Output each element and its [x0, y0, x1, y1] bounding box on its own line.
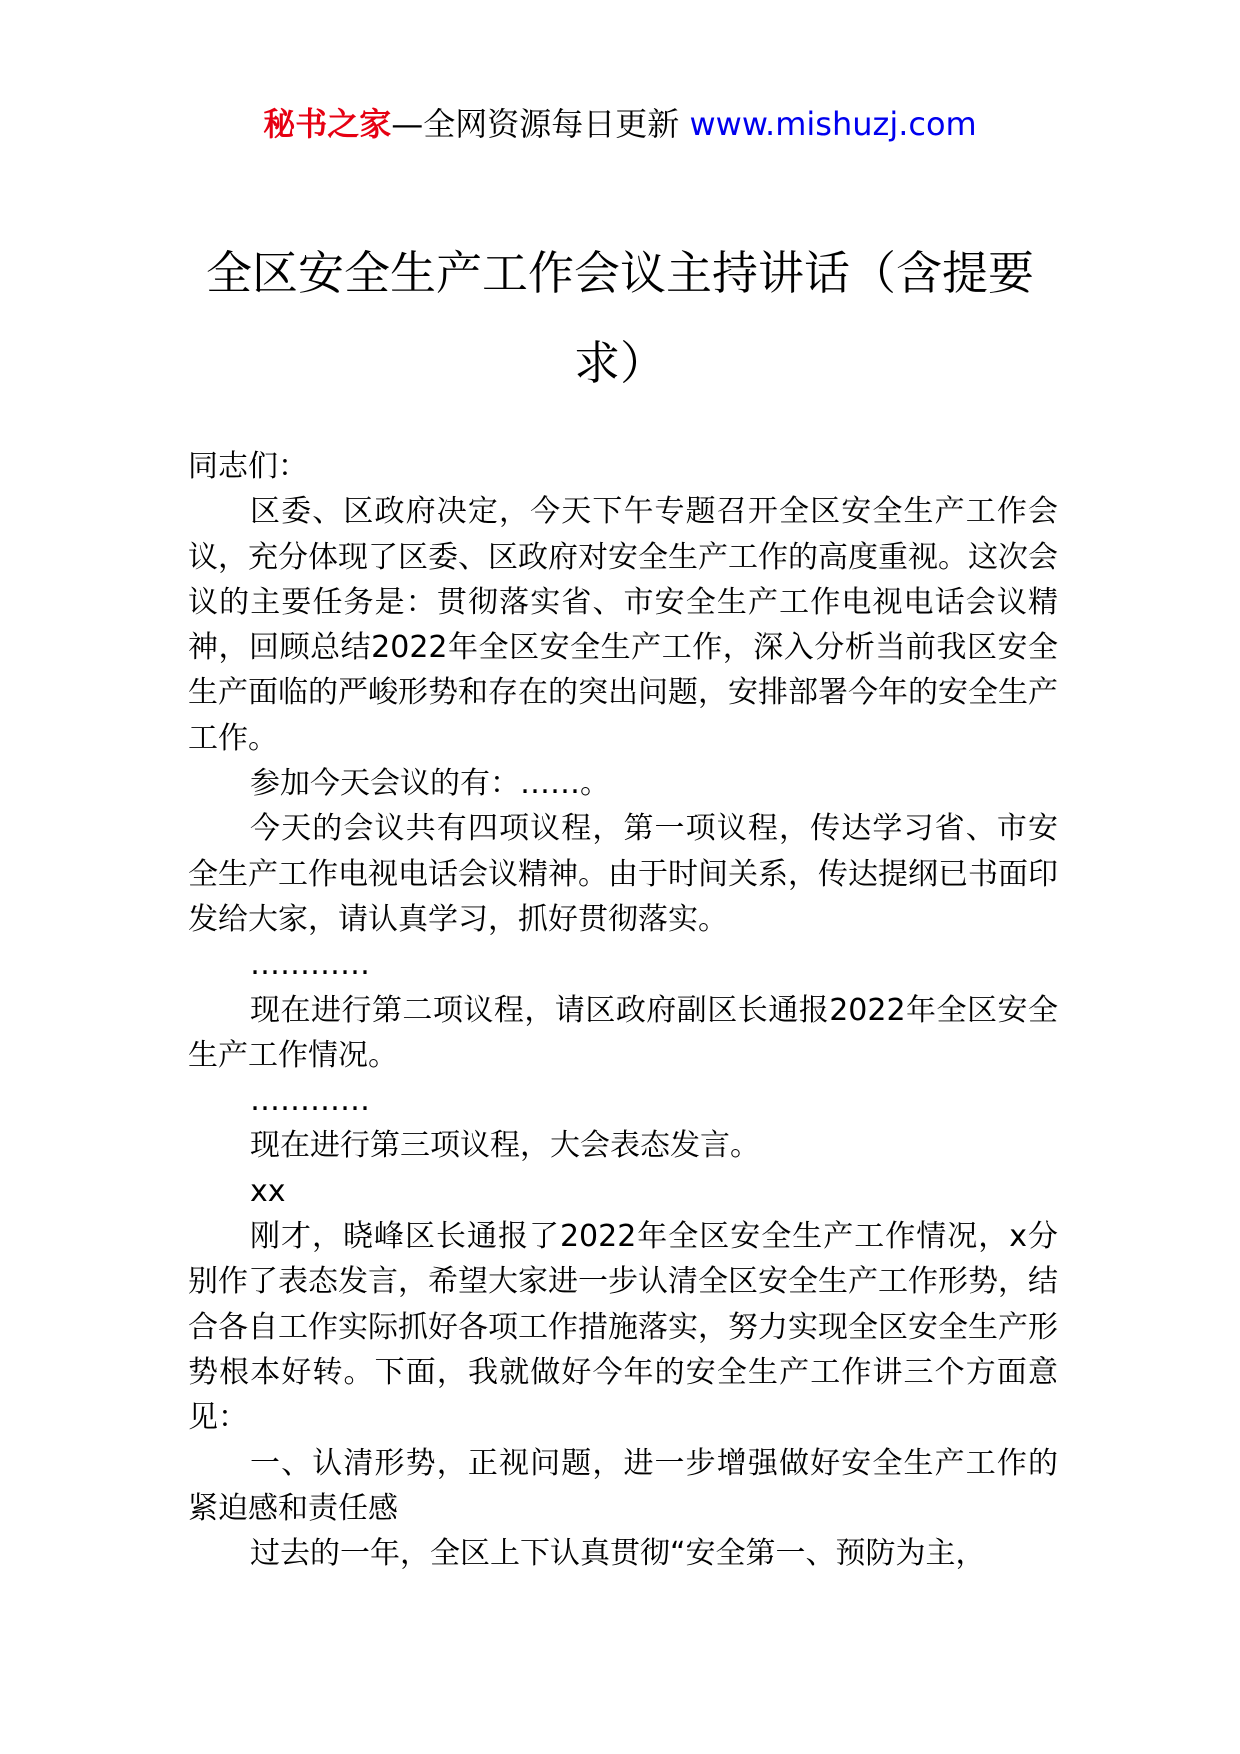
- ellipsis-line: …………: [250, 947, 370, 983]
- paragraph: 现在进行第二项议程，请区政府副区长通报2022年全区安全生产工作情况。: [188, 992, 1058, 1073]
- ellipsis-line: …………: [250, 1083, 370, 1119]
- section-heading: 一、认清形势，正视问题，进一步增强做好安全生产工作的紧迫感和责任感: [188, 1445, 1058, 1526]
- site-header: [0, 100, 1240, 148]
- site-brand: 秘书之家: [263, 105, 392, 143]
- paragraph: 区委、区政府决定，今天下午专题召开全区安全生产工作会议，充分体现了区委、区政府对安全生产工作的高度重视。这次会议的主要任务是：贯彻落实省、市安全生产工作电视电话会议精神，回顾总结2022年全区安全生产工作，深入分析当前我区安全生产面临的严峻形势和存在的突出问题，安排部署今年的安全生产工作。: [188, 494, 1058, 756]
- document-body: [188, 444, 1058, 1576]
- site-url-link[interactable]: www.mishuzj.com: [689, 105, 977, 143]
- paragraph: 刚才，晓峰区长通报了2022年全区安全生产工作情况，x分别作了表态发言，希望大家进一步认清全区安全生产工作形势，结合各自工作实际抓好各项工作措施落实，努力实现全区安全生产形势根本好转。下面，我就做好今年的安全生产工作讲三个方面意见：: [188, 1219, 1058, 1436]
- document-title: [200, 228, 1040, 408]
- paragraph: 现在进行第三项议程，大会表态发言。: [250, 1128, 760, 1164]
- paragraph: 参加今天会议的有：……。: [250, 766, 610, 802]
- document-title-line-1: 全区安全生产工作会议主持讲话（含提要: [206, 246, 1034, 300]
- paragraph: xx: [250, 1173, 286, 1209]
- salutation: 同志们：: [188, 449, 308, 484]
- paragraph: 过去的一年，全区上下认真贯彻“安全第一、预防为主，: [250, 1536, 986, 1572]
- document-title-line-2: 求）: [574, 336, 666, 390]
- paragraph: 今天的会议共有四项议程，第一项议程，传达学习省、市安全生产工作电视电话会议精神。由于时间关系，传达提纲已书面印发给大家，请认真学习，抓好贯彻落实。: [188, 811, 1058, 937]
- site-tagline: —全网资源每日更新: [391, 105, 680, 143]
